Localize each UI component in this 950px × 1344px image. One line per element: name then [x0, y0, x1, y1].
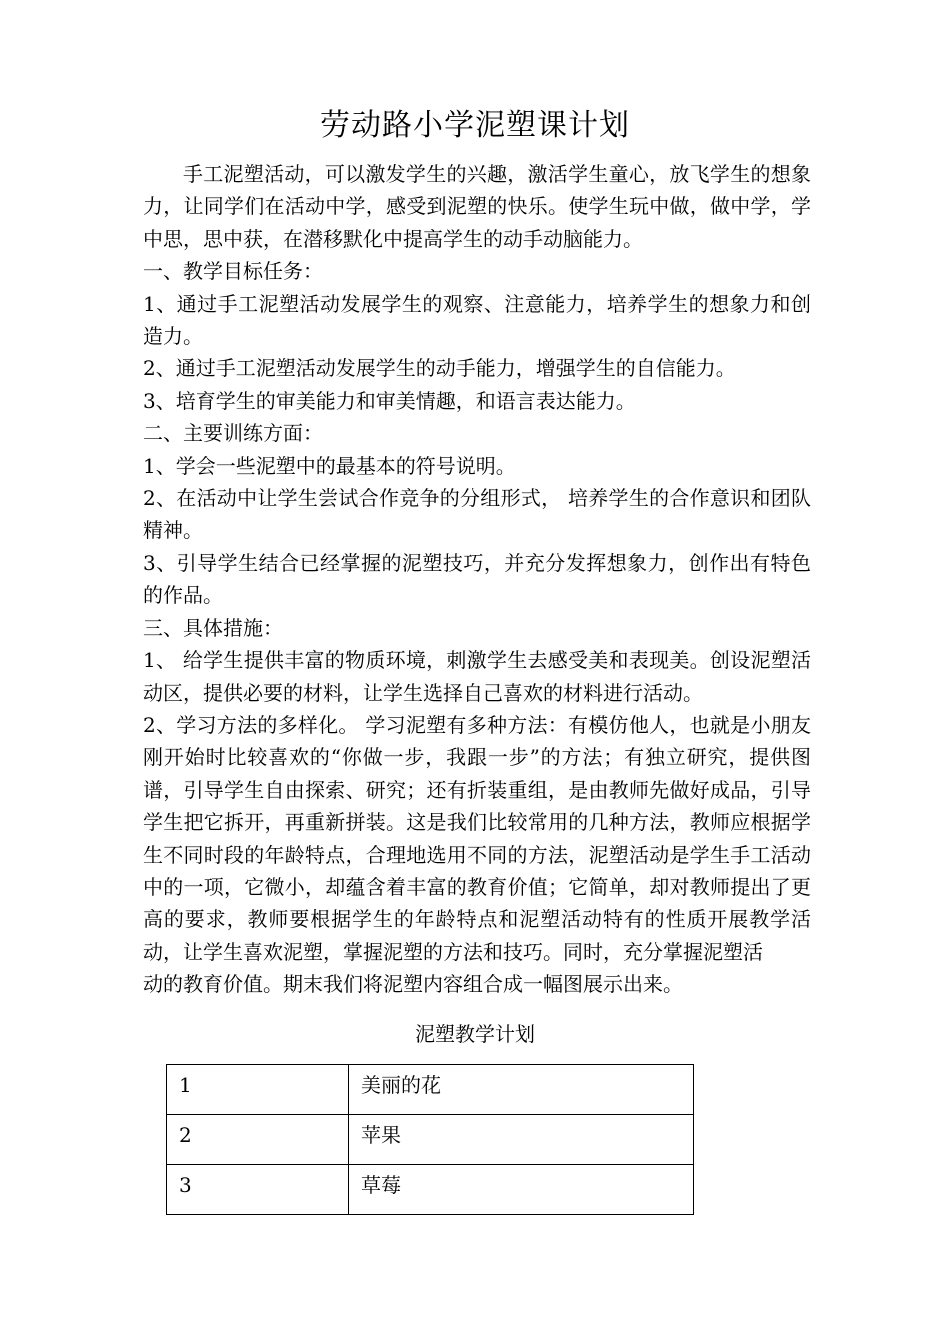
table-row: [167, 1065, 694, 1115]
goal-item-3: 3、培育学生的审美能力和审美情趣，和语言表达能力。: [143, 388, 636, 413]
goal-item-1: 1、通过手工泥塑活动发展学生的观察、注意能力，培养学生的想象力和创造力。: [143, 291, 811, 349]
table-cell-number: 3: [167, 1165, 349, 1215]
intro-paragraph: 手工泥塑活动，可以激发学生的兴趣，激活学生童心，放飞学生的想象力，让同学们在活动中学，感受到泥塑的快乐。使学生玩中做，做中学，学中思，思中获，在潜移默化中提高学生的动手动脑能力。: [143, 162, 811, 251]
teaching-plan-table: [166, 1064, 694, 1215]
table-title: 泥塑教学计划: [415, 1022, 535, 1046]
table-cell-item: 苹果: [349, 1115, 694, 1165]
table-cell-number: 1: [167, 1065, 349, 1115]
goal-item-2: 2、通过手工泥塑活动发展学生的动手能力，增强学生的自信能力。: [143, 356, 736, 381]
measure-item-2: 2、学习方法的多样化。 学习泥塑有多种方法：有模仿他人，也就是小朋友刚开始时比较喜欢的“你做一步，我跟一步”的方法；有独立研究，提供图谱，引导学生自由探索、研究；还有折装重组，是由教师先做好成品，引导学生把它拆开，再重新拼装。这是我们比较常用的几种方法，教师应根据学生不同时段的年龄特点，合理地选用不同的方法，泥塑活动是学生手工活动中的一项，它微小，却蕴含着丰富的教育价值；它简单，却对教师提出了更高的要求，教师要根据学生的年龄特点和泥塑活动特有的性质开展教学活动，让学生喜欢泥塑，掌握泥塑的方法和技巧。同时，充分掌握泥塑活: [143, 712, 811, 964]
document-body: [143, 158, 811, 1001]
section-heading-goals: 一、教学目标任务：: [143, 259, 323, 284]
measure-item-1: 1、 给学生提供丰富的物质环境，刺激学生去感受美和表现美。创设泥塑活动区，提供必要的材料，让学生选择自己喜欢的材料进行活动。: [143, 648, 811, 705]
training-item-1: 1、学会一些泥塑中的最基本的符号说明。: [143, 453, 516, 478]
training-item-3: 3、引导学生结合已经掌握的泥塑技巧，并充分发挥想象力，创作出有特色的作品。: [143, 550, 811, 608]
section-heading-training: 二、主要训练方面：: [143, 421, 323, 446]
table-cell-item: 美丽的花: [349, 1065, 694, 1115]
document-title: 劳动路小学泥塑课计划: [320, 108, 630, 143]
table-row: [167, 1115, 694, 1165]
measure-item-2-continued: 动的教育价值。期末我们将泥塑内容组合成一幅图展示出来。: [143, 972, 683, 997]
table-row: [167, 1165, 694, 1215]
section-heading-measures: 三、具体措施：: [143, 615, 283, 640]
training-item-2: 2、在活动中让学生尝试合作竞争的分组形式， 培养学生的合作意识和团队精神。: [143, 486, 811, 543]
table-cell-number: 2: [167, 1115, 349, 1165]
table-cell-item: 草莓: [349, 1165, 694, 1215]
